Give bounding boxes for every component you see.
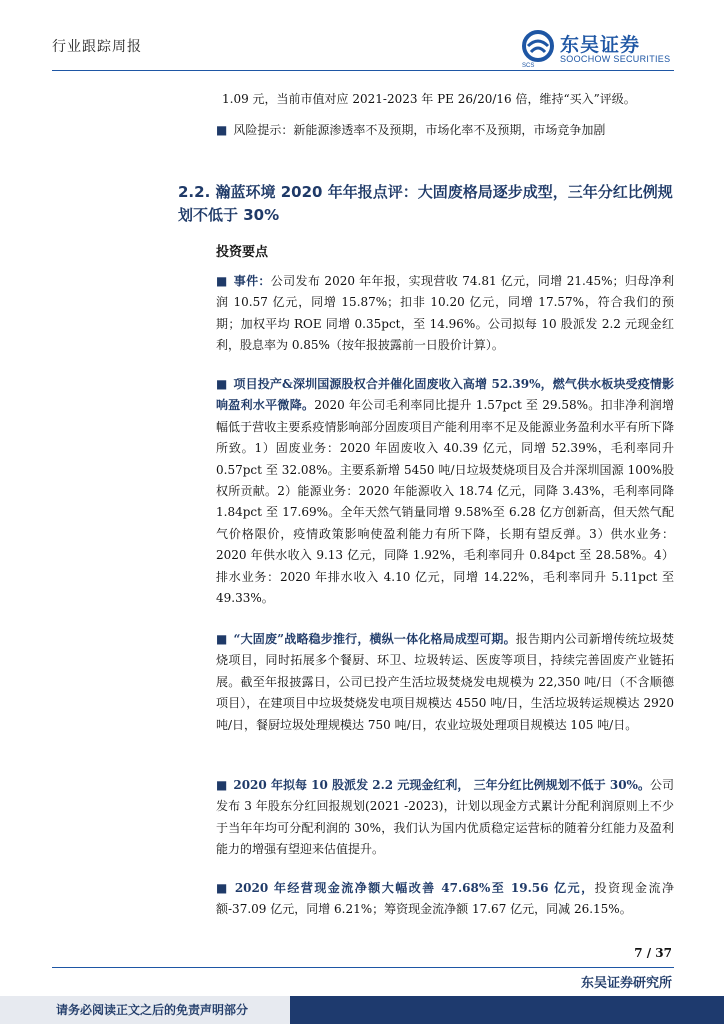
section-title: 瀚蓝环境 2020 年年报点评：大固废格局逐步成型，三年分红比例规划不低于 30%: [178, 183, 673, 224]
investment-points-heading: 投资要点: [216, 245, 269, 260]
footer-firm-name: 东吴证券研究所: [580, 976, 672, 991]
bullet-square-icon: ■: [216, 881, 229, 895]
bullet-square-icon: ■: [216, 377, 228, 391]
brand-name-en: SOOCHOW SECURITIES: [560, 54, 671, 64]
footer-bar-accent: [290, 996, 724, 1024]
risk-warning: [216, 121, 605, 138]
bullet-lead: 事件：: [233, 274, 271, 288]
risk-text: 风险提示：新能源渗透率不及预期，市场化率不及预期，市场竞争加剧: [233, 123, 606, 137]
section-number: 2.2.: [178, 183, 211, 201]
bullet-paragraph: [216, 271, 674, 357]
bullet-paragraph: [216, 775, 674, 861]
brand-abbr: SCS: [522, 63, 535, 69]
page-number: 7 / 37: [634, 946, 672, 960]
bullet-text: 公司发布 3 年股东分红回报规划(2021 -2023)，计划以现金方式累计分配利润原则上不少于当年年均可分配利润的 30%，我们认为国内优质稳定运营标的随着分红能力及盈利能力的增强有望迎来估值提升。: [216, 778, 674, 857]
bullet-text: 公司发布 2020 年年报，实现营收 74.81 亿元，同增 21.45%；归母净利润 10.57 亿元，同增 15.87%；扣非 10.20 亿元，同增 17.57%，符合我们的预期；加权平均 ROE 同增 0.35pct，至 14.96%。公司拟每 10 股派发 2.2 元现金红利，股息率为 0.85%（按年报披露前一日股价计算）。: [216, 274, 674, 353]
bullet-square-icon: ■: [216, 274, 228, 288]
brand-logo: [522, 30, 672, 70]
bullet-lead: “大固废”战略稳步推行，横纵一体化格局成型可期。: [233, 632, 516, 646]
section-heading: [178, 181, 678, 227]
bullet-paragraph: [216, 374, 674, 609]
soochow-logo-icon: [522, 30, 554, 62]
bullet-text: 2020 年公司毛利率同比提升 1.57pct 至 29.58%。扣非净利润增幅低于营收主要系疫情影响部分固废项目产能利用率不足及能源业务盈利水平有所下降所致。1）固废业务：2020 年固废收入 40.39 亿元，同增 52.39%，毛利率同升 0.57pct 至 32.08%。主要系新增 5450 吨/日垃圾焚烧项目及合并深圳国源 100%股权所贡献。2）能源业务：2020 年能源收入 18.74 亿元，同降 3.43%，毛利率同降 1.84pct 至 17.69%。全年天然气销量同增 9.58%至 6.28 亿方创新高，但天然气配气价格限价，疫情政策影响使盈利能力有所下降，长期有望反弹。3）供水业务：2020 年供水收入 9.13 亿元，同降 1.92%，毛利率同升 0.84pct 至 28.58%。4）排水业务：2020 年排水收入 4.10 亿元，同增 14.22%，毛利率同升 5.11pct 至 49.33%。: [216, 398, 674, 606]
brand-name-cn: 东吴证券: [560, 34, 641, 56]
bullet-lead: 项目投产&深圳国源股权合并催化固废收入高增 52.39%，燃气供水板块受疫情影响盈利水平微降。: [216, 377, 674, 413]
footer-disclaimer: 请务必阅读正文之后的免责声明部分: [56, 1003, 249, 1017]
bullet-square-icon: ■: [216, 632, 228, 646]
bullet-square-icon: ■: [216, 778, 228, 792]
bullet-lead: 2020 年经营现金流净额大幅改善 47.68%至 19.56 亿元，: [234, 881, 595, 895]
bullet-text: 投资现金流净额-37.09 亿元，同增 6.21%；筹资现金流净额 17.67 亿元，同减 26.15%。: [216, 881, 674, 917]
report-type: 行业跟踪周报: [52, 39, 142, 55]
bullet-paragraph: [216, 878, 674, 921]
bullet-lead: 2020 年拟每 10 股派发 2.2 元现金红利， 三年分红比例规划不低于 30%。: [233, 778, 650, 792]
bullet-square-icon: ■: [216, 123, 228, 137]
footer-divider: [52, 967, 674, 968]
bullet-text: 报告期内公司新增传统垃圾焚烧项目，同时拓展多个餐厨、环卫、垃圾转运、医废等项目，持续完善固废产业链拓展。截至年报披露日，公司已投产生活垃圾焚烧发电规模为 22,350 吨/日（不含顺德项目），在建项目中垃圾焚烧发电项目规模达 4550 吨/日，生活垃圾转运规模达 2920 吨/日，餐厨垃圾处理规模达 750 吨/日，农业垃圾处理项目规模达 105 吨/日。: [216, 632, 674, 732]
continuation-text: 1.09 元，当前市值对应 2021-2023 年 PE 26/20/16 倍，维持“买入”评级。: [222, 92, 636, 106]
bullet-paragraph: [216, 629, 674, 736]
header-divider: [52, 70, 674, 71]
